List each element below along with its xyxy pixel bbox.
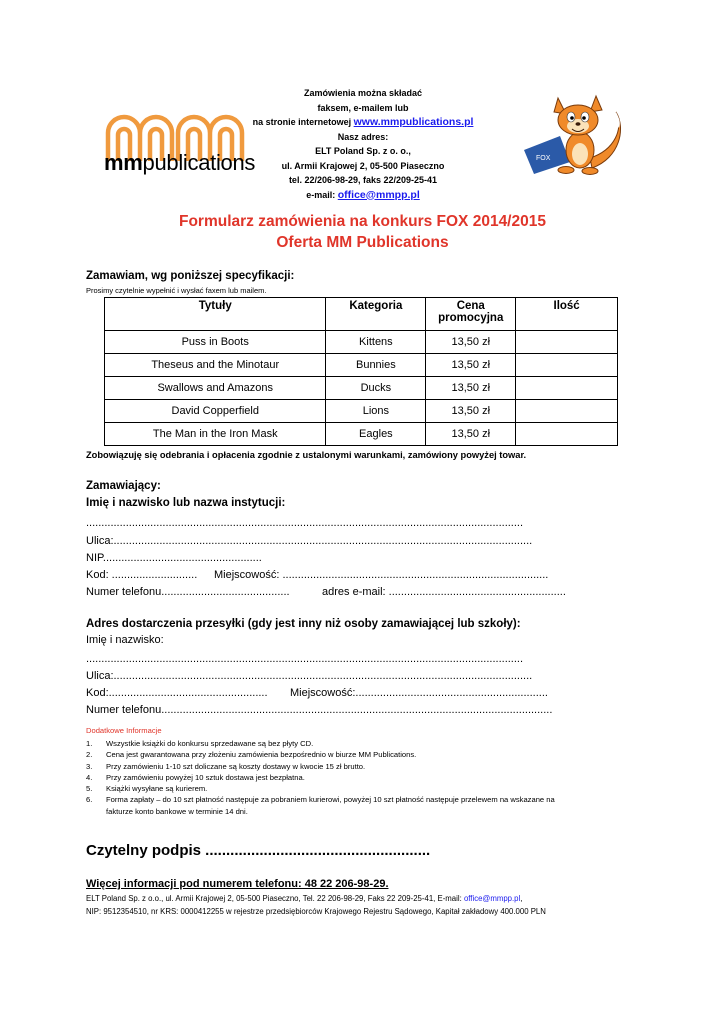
book-category: Lions (326, 400, 426, 423)
company-registration: NIP: 9512354510, nr KRS: 0000412255 w rejestrze przedsiębiorców Krajowego Rejestru Sądowego, Kapitał zakładowy 400.000 PLN (86, 907, 546, 916)
form-subtitle: Oferta MM Publications (276, 234, 449, 251)
orderer-heading: Zamawiający: (86, 480, 161, 492)
orderer-city-field[interactable]: Miejscowość: ....................................................................................... (214, 569, 549, 581)
orderer-name-field[interactable]: ............................................................................................................................................... (86, 517, 524, 529)
quantity-cell[interactable] (516, 423, 618, 446)
orderer-name-label: Imię i nazwisko lub nazwa instytucji: (86, 497, 286, 509)
order-heading: Zamawiam, wg poniższej specyfikacji: (86, 270, 295, 282)
list-item: 1. Wszystkie książki do konkursu sprzedawane są bez płyty CD. (86, 739, 314, 748)
more-info-phone: Więcej informacji pod numerem telefonu: 48 22 206-98-29. (86, 878, 389, 890)
book-price: 13,50 zł (426, 423, 516, 446)
delivery-name-label: Imię i nazwisko: (86, 634, 164, 646)
contact-line: tel. 22/206-98-29, faks 22/209-25-41 (288, 175, 438, 185)
orderer-postcode-field[interactable]: Kod: ............................ (86, 569, 198, 581)
orderer-street-field[interactable]: Ulica:......................................................................................................................................... (86, 535, 533, 547)
order-instructions: Prosimy czytelnie wypełnić i wysłać faxem lub mailem. (86, 286, 267, 295)
svg-text:FOX: FOX (536, 155, 551, 162)
brand-name: mmpublications (104, 150, 256, 175)
contact-line: ELT Poland Sp. z o. o., (315, 146, 411, 156)
notes-list (86, 738, 646, 817)
book-title: Puss in Boots (105, 331, 326, 354)
book-price: 13,50 zł (426, 377, 516, 400)
table-row (105, 354, 618, 377)
book-price: 13,50 zł (426, 331, 516, 354)
quantity-cell[interactable] (516, 331, 618, 354)
quantity-cell[interactable] (516, 377, 618, 400)
delivery-heading: Adres dostarczenia przesyłki (gdy jest inny niż osoby zamawiającej lub szkoły): (86, 618, 521, 630)
book-title: Swallows and Amazons (105, 377, 326, 400)
contact-line: na stronie internetowej www.mmpublications.pl (252, 116, 474, 128)
table-row (105, 423, 618, 446)
quantity-cell[interactable] (516, 354, 618, 377)
email-link[interactable]: office@mmpp.pl (337, 188, 420, 201)
list-item: 5. Książki wysyłane są kurierem. (86, 784, 208, 794)
table-row (105, 377, 618, 400)
book-category: Ducks (326, 377, 426, 400)
book-price: 13,50 zł (426, 354, 516, 377)
list-item-continuation: fakturze konto bankowe w terminie 14 dni. (106, 806, 248, 816)
commitment-statement: Zobowiązuję się odebrania i opłacenia zgodnie z ustalonymi warunkami, zamówiony powyżej towar. (86, 450, 527, 460)
list-item: 2. Cena jest gwarantowana przy złożeniu zamówienia bezpośrednio w biurze MM Publications. (86, 750, 417, 760)
orderer-email-field[interactable]: adres e-mail: .......................................................... (322, 586, 566, 598)
column-header-price: Cena promocyjna (426, 298, 516, 331)
book-title: David Copperfield (105, 400, 326, 423)
list-item: 4. Przy zamówieniu powyżej 10 sztuk dostawa jest bezpłatna. (86, 772, 305, 782)
delivery-phone-field[interactable]: Numer telefonu................................................................................................................................ (86, 704, 553, 716)
contact-line: e-mail: office@mmpp.pl (306, 188, 420, 201)
list-item: 6. Forma zapłaty – do 10 szt płatność następuje za pobraniem kurierowi, powyżej 10 szt płatność następuje przelewem na wskazane na (86, 795, 555, 805)
orderer-nip-field[interactable]: NIP.................................................... (86, 552, 262, 564)
delivery-city-field[interactable]: Miejscowość:............................................................... (290, 687, 548, 699)
column-header-quantity: Ilość (516, 298, 618, 331)
book-category: Eagles (326, 423, 426, 446)
table-row (105, 331, 618, 354)
column-header-category: Kategoria (326, 298, 426, 331)
delivery-postcode-field[interactable]: Kod:.................................................... (86, 687, 268, 699)
column-header-titles: Tytuły (105, 298, 326, 331)
form-title: Formularz zamówienia na konkurs FOX 2014/2015 (179, 213, 546, 230)
delivery-name-field[interactable]: ............................................................................................................................................... (86, 653, 524, 665)
orderer-phone-field[interactable]: Numer telefonu.......................................... (86, 586, 290, 598)
list-item: 3. Przy zamówieniu 1-10 szt doliczane są koszty dostawy w kwocie 15 zł brutto. (86, 761, 366, 771)
contact-line: faksem, e-mailem lub (317, 102, 409, 113)
book-category: Kittens (326, 331, 426, 354)
table-header-row (105, 298, 618, 331)
website-link[interactable]: www.mmpublications.pl (353, 116, 474, 128)
company-details: ELT Poland Sp. z o.o., ul. Armii Krajowej 2, 05-500 Piaseczno, Tel. 22 206-98-29, Faks 22 209-25-41, E-mail: office@mmpp.pl, (86, 894, 523, 903)
quantity-cell[interactable] (516, 400, 618, 423)
book-category: Bunnies (326, 354, 426, 377)
table-row (105, 400, 618, 423)
delivery-street-field[interactable]: Ulica:......................................................................................................................................... (86, 670, 533, 682)
footer-email-link[interactable]: office@mmpp.pl (463, 894, 521, 903)
contact-line: Nasz adres: (337, 131, 389, 142)
notes-heading: Dodatkowe Informacje (86, 726, 162, 735)
order-table (104, 297, 618, 446)
book-title: The Man in the Iron Mask (105, 423, 326, 446)
book-price: 13,50 zł (426, 400, 516, 423)
contact-line: ul. Armii Krajowej 2, 05-500 Piaseczno (281, 160, 445, 171)
book-title: Theseus and the Minotaur (105, 354, 326, 377)
fox-mascot-icon (520, 88, 630, 176)
contact-block (246, 86, 480, 202)
contact-line: Zamówienia można składać (303, 88, 423, 98)
signature-field[interactable]: Czytelny podpis ...................................................... (86, 842, 431, 859)
